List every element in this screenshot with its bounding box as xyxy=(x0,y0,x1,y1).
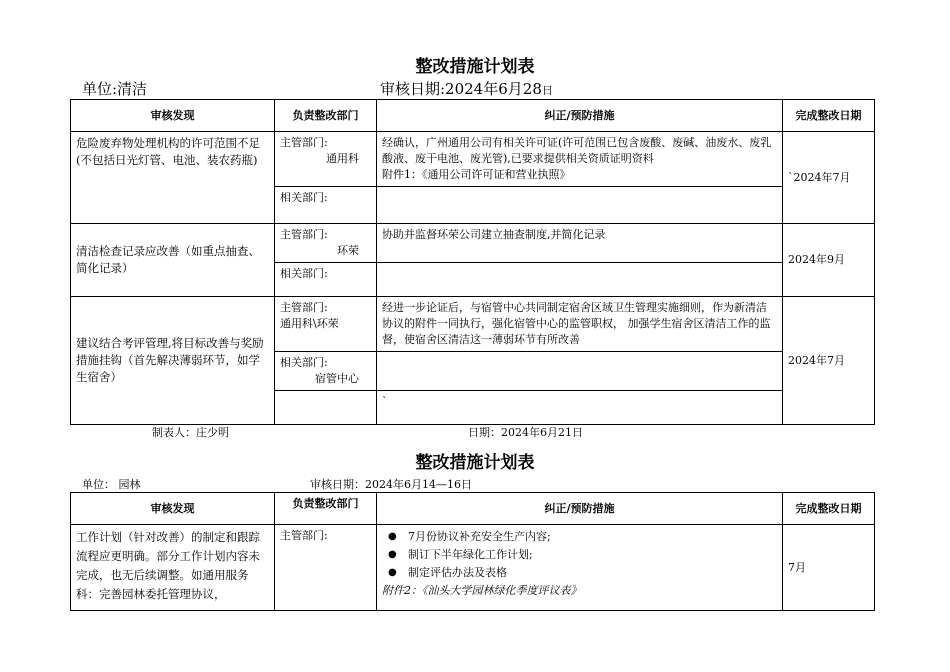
related-dept-label: 相关部门: xyxy=(280,191,328,204)
measure-text: 经确认，广州通用公司有相关许可证(许可范围已包含废酸、废碱、油废水、废乳酸液、废干电池、废光管),已要求提供相关资质证明资料 xyxy=(382,136,772,165)
measure-cell: 协助并监督环荣公司建立抽查制度,并简化记录 xyxy=(377,224,783,263)
related-dept-label: 相关部门: xyxy=(280,267,328,280)
main-dept-label: 主管部门: xyxy=(280,136,328,149)
audit-date-suffix: 日 xyxy=(541,84,553,97)
main-dept-name: 环荣 xyxy=(337,244,359,257)
date-cell: 7月 xyxy=(783,525,875,611)
table-row xyxy=(71,297,875,352)
related-dept-cell xyxy=(275,352,377,391)
table2-title: 整改措施计划表 xyxy=(415,453,535,473)
table1 xyxy=(70,99,875,425)
header-dept: 负责整改部门 xyxy=(275,100,377,132)
header-measure: 纠正/预防措施 xyxy=(377,100,783,132)
measure-attachment: 附件2：《汕头大学园林绿化季度评议表》 xyxy=(382,584,582,597)
finding-cell: 危险废弃物处理机构的许可范围不足(不包括日光灯管、电池、装农药瓶) xyxy=(71,132,275,224)
measure-cell xyxy=(377,132,783,187)
extra-dept-cell xyxy=(275,391,377,425)
table1-audit-date xyxy=(380,78,553,99)
main-dept-cell xyxy=(275,132,377,187)
related-measure-cell xyxy=(377,352,783,391)
measure-attachment: 附件1：《通用公司许可证和营业执照》 xyxy=(382,168,571,181)
main-dept-label: 主管部门: xyxy=(280,301,328,314)
table1-title: 整改措施计划表 xyxy=(415,57,535,77)
table2-unit: 单位： 园林 xyxy=(82,478,141,491)
measure-cell: 经进一步论证后，与宿管中心共同制定宿舍区域卫生管理实施细则，作为新清洁协议的附件一同执行，强化宿管中心的监管职权， 加强学生宿舍区清洁工作的监督，使宿舍区清洁这一薄弱环节有所改善 xyxy=(377,297,783,352)
list-item: ● 7月份协议补充安全生产内容; xyxy=(382,528,777,546)
list-item: ● 制订下半年绿化工作计划; xyxy=(382,546,777,564)
table-row xyxy=(71,132,875,187)
table1-unit: 单位:清洁 xyxy=(82,80,148,98)
table2 xyxy=(70,492,875,611)
table1-made-date: 日期：2024年6月21日 xyxy=(468,426,583,439)
date-cell: `2024年7月 xyxy=(783,132,875,224)
header-dept: 负责整改部门 xyxy=(275,493,377,525)
main-dept-label: 主管部门: xyxy=(280,228,328,241)
measure-bullet-list xyxy=(382,528,777,582)
audit-date-text: 审核日期:2024年6月28 xyxy=(380,80,542,98)
main-dept-name: 通用科 xyxy=(326,152,359,165)
related-dept-cell xyxy=(275,263,377,297)
table-row xyxy=(71,525,875,611)
main-dept-cell xyxy=(275,525,377,611)
table-row xyxy=(71,224,875,263)
list-item: ● 制定评估办法及表格 xyxy=(382,564,777,582)
main-dept-name: 通用科\环荣 xyxy=(280,317,339,330)
table2-audit-date: 审核日期：2024年6月14—16日 xyxy=(310,478,472,491)
header-date: 完成整改日期 xyxy=(783,100,875,132)
related-measure-cell xyxy=(377,187,783,224)
header-date: 完成整改日期 xyxy=(783,493,875,525)
date-cell: 2024年7月 xyxy=(783,297,875,425)
related-dept-cell xyxy=(275,187,377,224)
finding-cell: 工作计划（针对改善）的制定和跟踪流程应更明确。部分工作计划内容未完成，也无后续调整。如通用服务科：完善园林委托管理协议， xyxy=(71,525,275,611)
main-dept-cell xyxy=(275,224,377,263)
finding-cell: 清洁检查记录应改善（如重点抽查、简化记录） xyxy=(71,224,275,297)
main-dept-label: 主管部门: xyxy=(280,529,328,542)
main-dept-cell xyxy=(275,297,377,352)
header-finding: 审核发现 xyxy=(71,493,275,525)
measure-cell xyxy=(377,525,783,611)
related-dept-name: 宿管中心 xyxy=(315,372,359,385)
date-cell: 2024年9月 xyxy=(783,224,875,297)
finding-cell: 建议结合考评管理,将目标改善与奖励措施挂钩（首先解决薄弱环节，如学生宿舍） xyxy=(71,297,275,425)
extra-measure-cell: ` xyxy=(377,391,783,425)
related-measure-cell xyxy=(377,263,783,297)
related-dept-label: 相关部门: xyxy=(280,356,328,369)
header-finding: 审核发现 xyxy=(71,100,275,132)
table1-maker: 制表人：庄少明 xyxy=(152,426,229,439)
header-measure: 纠正/预防措施 xyxy=(377,493,783,525)
